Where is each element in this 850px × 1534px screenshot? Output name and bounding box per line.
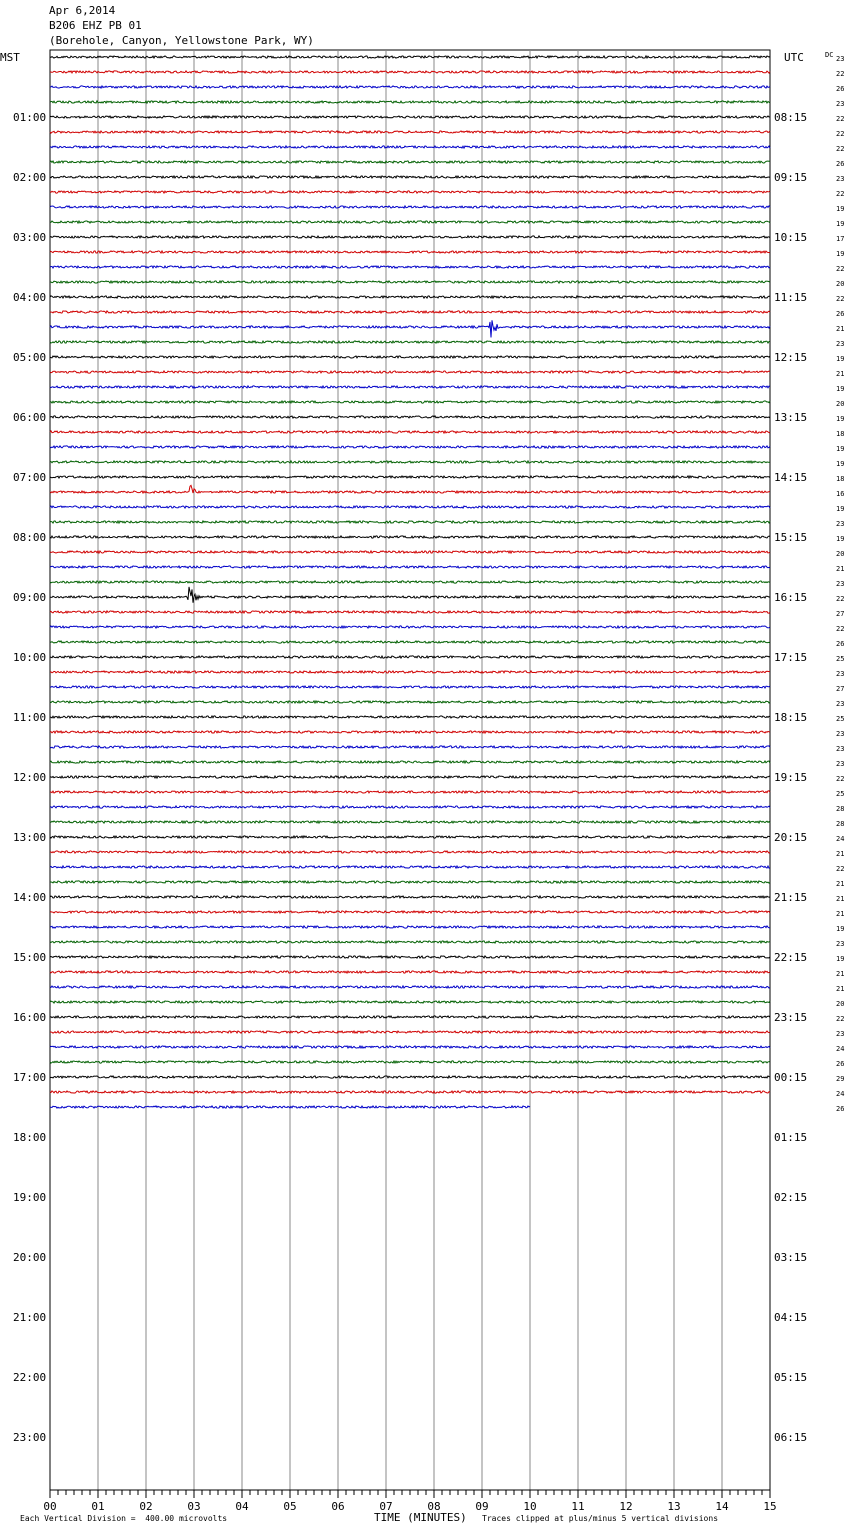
x-tick-label: 11 <box>571 1500 585 1513</box>
left-hour-label: 12:00 <box>13 771 47 784</box>
left-hour-label: 01:00 <box>13 111 47 124</box>
dc-offset-value: 21 <box>836 985 845 993</box>
dc-offset-value: 19 <box>836 385 845 393</box>
seismic-trace <box>50 311 770 313</box>
x-tick-label: 08 <box>427 1500 441 1513</box>
dc-offset-value: 24 <box>836 1090 845 1098</box>
seismic-trace <box>50 1046 770 1048</box>
seismic-trace <box>50 776 770 778</box>
left-hour-label: 09:00 <box>13 591 47 604</box>
dc-offset-value: 19 <box>836 955 845 963</box>
dc-offset-value: 19 <box>836 505 845 513</box>
dc-offset-value: 19 <box>836 535 845 543</box>
seismic-trace <box>50 251 770 253</box>
seismic-trace <box>50 506 770 508</box>
seismic-trace <box>50 866 770 868</box>
dc-offset-value: 23 <box>836 760 845 768</box>
right-hour-label: 21:15 <box>774 891 808 904</box>
seismic-trace <box>50 551 770 553</box>
seismic-trace <box>50 686 770 688</box>
right-hour-label: 05:15 <box>774 1371 808 1384</box>
left-timezone-label: MST <box>0 51 20 64</box>
seismic-trace <box>50 431 770 433</box>
dc-offset-value: 19 <box>836 445 845 453</box>
right-hour-label: 19:15 <box>774 771 808 784</box>
right-hour-label: 15:15 <box>774 531 808 544</box>
x-tick-label: 06 <box>331 1500 345 1513</box>
seismic-trace <box>50 791 770 793</box>
seismic-trace <box>50 926 770 928</box>
x-tick-label: 01 <box>91 1500 105 1513</box>
seismic-trace <box>50 1016 770 1018</box>
seismic-trace <box>50 701 770 703</box>
x-axis-title: TIME (MINUTES) <box>374 1511 467 1524</box>
seismic-trace <box>50 236 770 238</box>
plot-frame <box>50 50 770 1490</box>
dc-offset-value: 24 <box>836 1045 845 1053</box>
x-tick-label: 07 <box>379 1500 393 1513</box>
dc-offset-value: 26 <box>836 85 845 93</box>
x-tick-label: 00 <box>43 1500 57 1513</box>
dc-offset-value: 21 <box>836 325 845 333</box>
x-tick-label: 03 <box>187 1500 201 1513</box>
seismic-trace <box>50 281 770 283</box>
dc-offset-value: 19 <box>836 460 845 468</box>
dc-offset-value: 17 <box>836 235 845 243</box>
seismic-trace <box>50 941 770 943</box>
seismic-trace <box>50 986 770 988</box>
dc-offset-value: 26 <box>836 160 845 168</box>
dc-offset-value: 26 <box>836 640 845 648</box>
seismic-trace <box>50 191 770 193</box>
left-hour-label: 16:00 <box>13 1011 47 1024</box>
seismic-trace <box>50 971 770 973</box>
dc-offset-value: 22 <box>836 145 845 153</box>
x-tick-label: 09 <box>475 1500 489 1513</box>
dc-offset-value: 22 <box>836 775 845 783</box>
seismic-trace <box>50 1076 770 1078</box>
left-hour-label: 07:00 <box>13 471 47 484</box>
dc-offset-value: 20 <box>836 400 845 408</box>
dc-offset-value: 20 <box>836 550 845 558</box>
dc-offset-value: 21 <box>836 370 845 378</box>
x-tick-label: 15 <box>763 1500 777 1513</box>
dc-offset-value: 19 <box>836 250 845 258</box>
seismic-trace <box>50 161 770 163</box>
dc-offset-value: 20 <box>836 1000 845 1008</box>
right-hour-label: 09:15 <box>774 171 808 184</box>
seismic-trace <box>50 476 770 478</box>
left-hour-label: 17:00 <box>13 1071 47 1084</box>
dc-offset-value: 27 <box>836 685 845 693</box>
dc-offset-value: 23 <box>836 700 845 708</box>
dc-offset-value: 18 <box>836 430 845 438</box>
left-hour-label: 18:00 <box>13 1131 47 1144</box>
seismic-trace <box>50 371 770 373</box>
dc-offset-value: 20 <box>836 280 845 288</box>
footer-scale-note: Each Vertical Division = 400.00 microvolts <box>20 1514 228 1523</box>
left-hour-label: 05:00 <box>13 351 47 364</box>
left-hour-label: 22:00 <box>13 1371 47 1384</box>
right-hour-label: 14:15 <box>774 471 808 484</box>
left-hour-label: 15:00 <box>13 951 47 964</box>
left-hour-label: 11:00 <box>13 711 47 724</box>
right-hour-label: 23:15 <box>774 1011 808 1024</box>
dc-offset-value: 25 <box>836 715 845 723</box>
right-hour-label: 02:15 <box>774 1191 808 1204</box>
seismic-trace <box>50 671 770 673</box>
seismic-trace <box>50 401 770 403</box>
seismic-trace <box>50 836 770 838</box>
dc-offset-value: 23 <box>836 730 845 738</box>
dc-offset-value: 22 <box>836 865 845 873</box>
dc-offset-value: 23 <box>836 580 845 588</box>
right-hour-label: 00:15 <box>774 1071 808 1084</box>
dc-offset-value: 21 <box>836 895 845 903</box>
seismic-trace <box>50 320 770 337</box>
seismic-trace <box>50 911 770 913</box>
dc-offset-value: 21 <box>836 565 845 573</box>
dc-offset-value: 19 <box>836 220 845 228</box>
dc-offset-value: 22 <box>836 625 845 633</box>
left-hour-label: 10:00 <box>13 651 47 664</box>
left-hour-label: 19:00 <box>13 1191 47 1204</box>
seismic-trace <box>50 86 770 88</box>
dc-offset-value: 23 <box>836 340 845 348</box>
dc-offset-value: 26 <box>836 310 845 318</box>
right-hour-label: 10:15 <box>774 231 808 244</box>
seismic-trace <box>50 1001 770 1003</box>
seismic-trace <box>50 611 770 613</box>
x-tick-label: 02 <box>139 1500 153 1513</box>
left-hour-label: 08:00 <box>13 531 47 544</box>
seismic-trace <box>50 71 770 73</box>
right-hour-label: 04:15 <box>774 1311 808 1324</box>
dc-offset-value: 21 <box>836 910 845 918</box>
dc-offset-value: 23 <box>836 670 845 678</box>
dc-offset-value: 25 <box>836 655 845 663</box>
right-hour-label: 20:15 <box>774 831 808 844</box>
dc-offset-value: 22 <box>836 1015 845 1023</box>
seismic-trace <box>50 716 770 718</box>
x-tick-label: 13 <box>667 1500 681 1513</box>
dc-offset-value: 28 <box>836 820 845 828</box>
seismic-trace <box>50 266 770 268</box>
right-hour-label: 12:15 <box>774 351 808 364</box>
right-hour-label: 01:15 <box>774 1131 808 1144</box>
dc-offset-value: 22 <box>836 70 845 78</box>
dc-offset-value: 28 <box>836 805 845 813</box>
seismic-trace <box>50 1031 770 1033</box>
seismic-trace <box>50 896 770 898</box>
header-location: (Borehole, Canyon, Yellowstone Park, WY) <box>49 34 314 47</box>
dc-offset-value: 23 <box>836 1030 845 1038</box>
right-hour-label: 17:15 <box>774 651 808 664</box>
seismic-trace <box>50 881 770 883</box>
seismic-trace <box>50 296 770 298</box>
seismic-trace <box>50 521 770 523</box>
left-hour-label: 23:00 <box>13 1431 47 1444</box>
seismic-trace <box>50 746 770 748</box>
right-hour-label: 03:15 <box>774 1251 808 1264</box>
dc-offset-value: 22 <box>836 295 845 303</box>
seismic-trace <box>50 761 770 763</box>
dc-offset-value: 23 <box>836 175 845 183</box>
left-hour-label: 13:00 <box>13 831 47 844</box>
dc-offset-value: 19 <box>836 415 845 423</box>
seismic-trace <box>50 656 770 658</box>
x-tick-label: 05 <box>283 1500 297 1513</box>
left-hour-label: 21:00 <box>13 1311 47 1324</box>
right-hour-label: 18:15 <box>774 711 808 724</box>
dc-offset-value: 24 <box>836 835 845 843</box>
seismic-trace <box>50 206 770 208</box>
seismic-trace <box>50 1061 770 1063</box>
dc-offset-value: 23 <box>836 745 845 753</box>
seismic-trace <box>50 566 770 568</box>
header-date: Apr 6,2014 <box>49 4 116 17</box>
seismic-trace <box>50 116 770 118</box>
dc-offset-value: 23 <box>836 520 845 528</box>
seismic-trace <box>50 1091 770 1093</box>
dc-offset-value: 22 <box>836 190 845 198</box>
right-hour-label: 16:15 <box>774 591 808 604</box>
seismic-trace <box>50 356 770 358</box>
dc-offset-value: 18 <box>836 475 845 483</box>
dc-offset-value: 27 <box>836 610 845 618</box>
dc-offset-value: 22 <box>836 130 845 138</box>
dc-offset-value: 19 <box>836 205 845 213</box>
seismic-trace <box>50 446 770 448</box>
dc-offset-value: 26 <box>836 1105 845 1113</box>
left-hour-label: 02:00 <box>13 171 47 184</box>
dc-offset-value: 21 <box>836 880 845 888</box>
left-hour-label: 04:00 <box>13 291 47 304</box>
dc-offset-value: 19 <box>836 925 845 933</box>
seismic-trace <box>50 821 770 823</box>
dc-offset-value: 19 <box>836 355 845 363</box>
seismic-trace <box>50 221 770 223</box>
dc-offset-value: 21 <box>836 970 845 978</box>
right-hour-label: 22:15 <box>774 951 808 964</box>
dc-offset-value: 25 <box>836 790 845 798</box>
dc-offset-value: 23 <box>836 940 845 948</box>
x-tick-label: 10 <box>523 1500 537 1513</box>
dc-label: DC <box>825 51 834 59</box>
right-hour-label: 08:15 <box>774 111 808 124</box>
seismic-trace <box>50 581 770 583</box>
seismic-trace <box>50 536 770 538</box>
seismic-trace <box>50 851 770 853</box>
dc-offset-value: 29 <box>836 1075 845 1083</box>
seismic-trace <box>50 146 770 148</box>
right-timezone-label: UTC <box>784 51 804 64</box>
right-hour-label: 13:15 <box>774 411 808 424</box>
dc-offset-value: 22 <box>836 595 845 603</box>
right-hour-label: 11:15 <box>774 291 808 304</box>
left-hour-label: 06:00 <box>13 411 47 424</box>
dc-offset-value: 23 <box>836 100 845 108</box>
header-station: B206 EHZ PB 01 <box>49 19 142 32</box>
x-tick-label: 04 <box>235 1500 249 1513</box>
seismic-trace <box>50 176 770 178</box>
seismic-trace <box>50 626 770 628</box>
x-tick-label: 14 <box>715 1500 729 1513</box>
seismic-trace <box>50 101 770 103</box>
seismic-trace <box>50 806 770 808</box>
seismic-trace <box>50 461 770 463</box>
seismic-trace <box>50 56 770 58</box>
seismic-trace <box>50 641 770 643</box>
footer-clip-note: Traces clipped at plus/minus 5 vertical divisions <box>482 1514 719 1523</box>
seismic-trace <box>50 587 770 603</box>
seismic-trace <box>50 131 770 133</box>
seismic-trace <box>50 386 770 388</box>
dc-offset-value: 22 <box>836 115 845 123</box>
x-tick-label: 12 <box>619 1500 633 1513</box>
seismic-trace <box>50 956 770 958</box>
left-hour-label: 14:00 <box>13 891 47 904</box>
dc-offset-value: 21 <box>836 850 845 858</box>
seismic-trace <box>50 485 770 493</box>
dc-offset-value: 16 <box>836 490 845 498</box>
dc-offset-value: 26 <box>836 1060 845 1068</box>
seismic-trace <box>50 416 770 418</box>
seismic-trace <box>50 731 770 733</box>
left-hour-label: 03:00 <box>13 231 47 244</box>
dc-offset-value: 23 <box>836 55 845 63</box>
left-hour-label: 20:00 <box>13 1251 47 1264</box>
dc-offset-value: 22 <box>836 265 845 273</box>
right-hour-label: 06:15 <box>774 1431 808 1444</box>
seismic-trace <box>50 341 770 343</box>
